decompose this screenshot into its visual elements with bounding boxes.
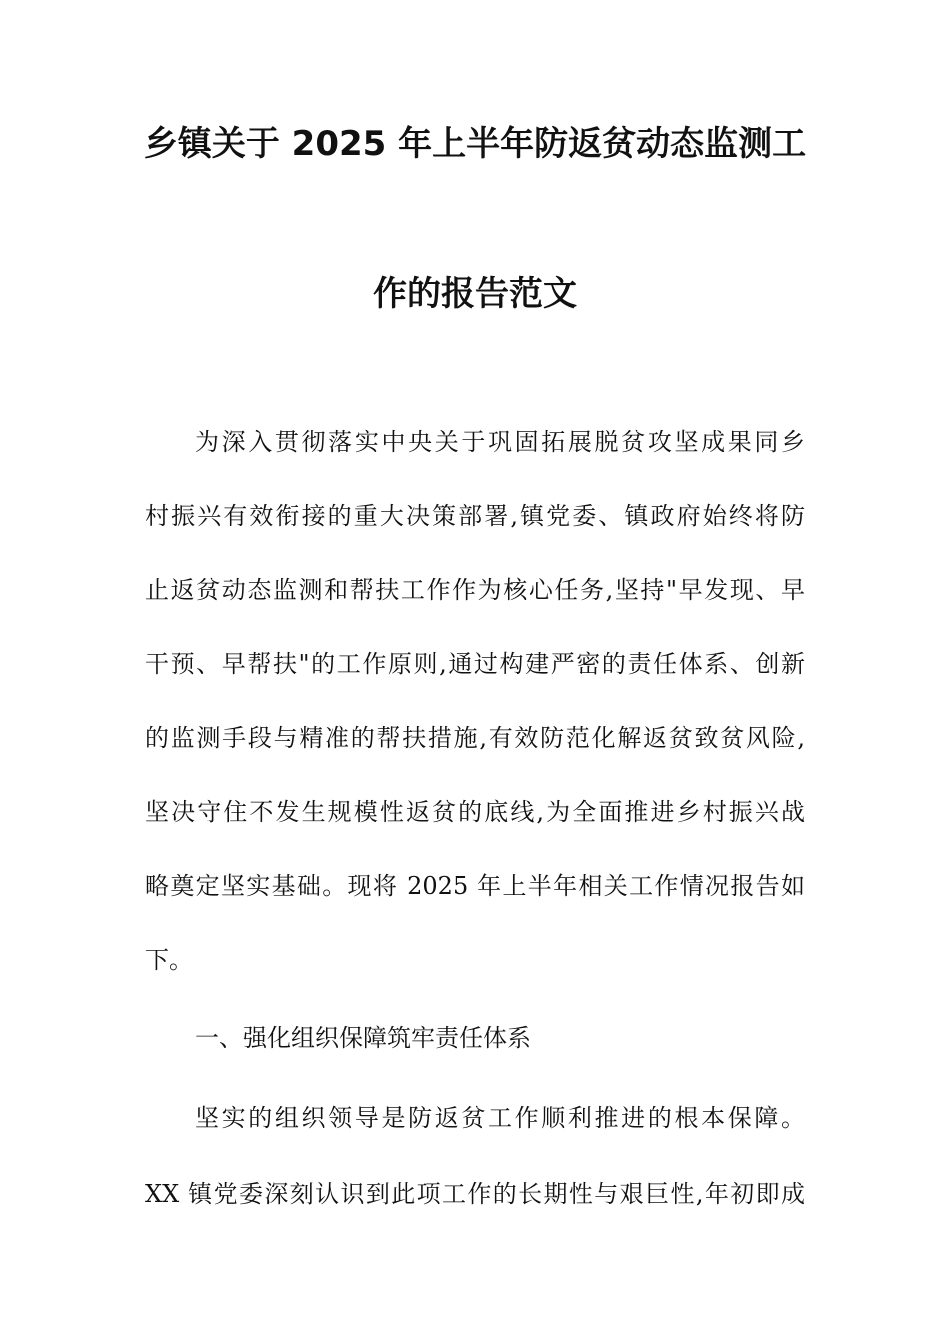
paragraph-1-line-4: 干预、早帮扶"的工作原则,通过构建严密的责任体系、创新: [145, 650, 805, 678]
document-title-line-1: 乡镇关于 2025 年上半年防返贫动态监测工: [143, 124, 807, 164]
paragraph-2-line-2: XX 镇党委深刻认识到此项工作的长期性与艰巨性,年初即成: [145, 1180, 805, 1208]
paragraph-1-line-5: 的监测手段与精准的帮扶措施,有效防范化解返贫致贫风险,: [145, 724, 805, 752]
paragraph-1-line-1: 为深入贯彻落实中央关于巩固拓展脱贫攻坚成果同乡: [195, 428, 805, 456]
paragraph-1-line-7: 略奠定坚实基础。现将 2025 年上半年相关工作情况报告如: [145, 872, 805, 900]
document-title-line-2: 作的报告范文: [373, 274, 577, 314]
paragraph-1-line-2: 村振兴有效衔接的重大决策部署,镇党委、镇政府始终将防: [145, 502, 805, 530]
paragraph-1-line-6: 坚决守住不发生规模性返贫的底线,为全面推进乡村振兴战: [145, 798, 805, 826]
paragraph-1-line-3: 止返贫动态监测和帮扶工作作为核心任务,坚持"早发现、早: [145, 576, 805, 604]
paragraph-1-line-8: 下。: [145, 946, 193, 974]
paragraph-2-line-1: 坚实的组织领导是防返贫工作顺利推进的根本保障。: [195, 1104, 805, 1132]
section-1-heading: 一、强化组织保障筑牢责任体系: [195, 1024, 531, 1052]
